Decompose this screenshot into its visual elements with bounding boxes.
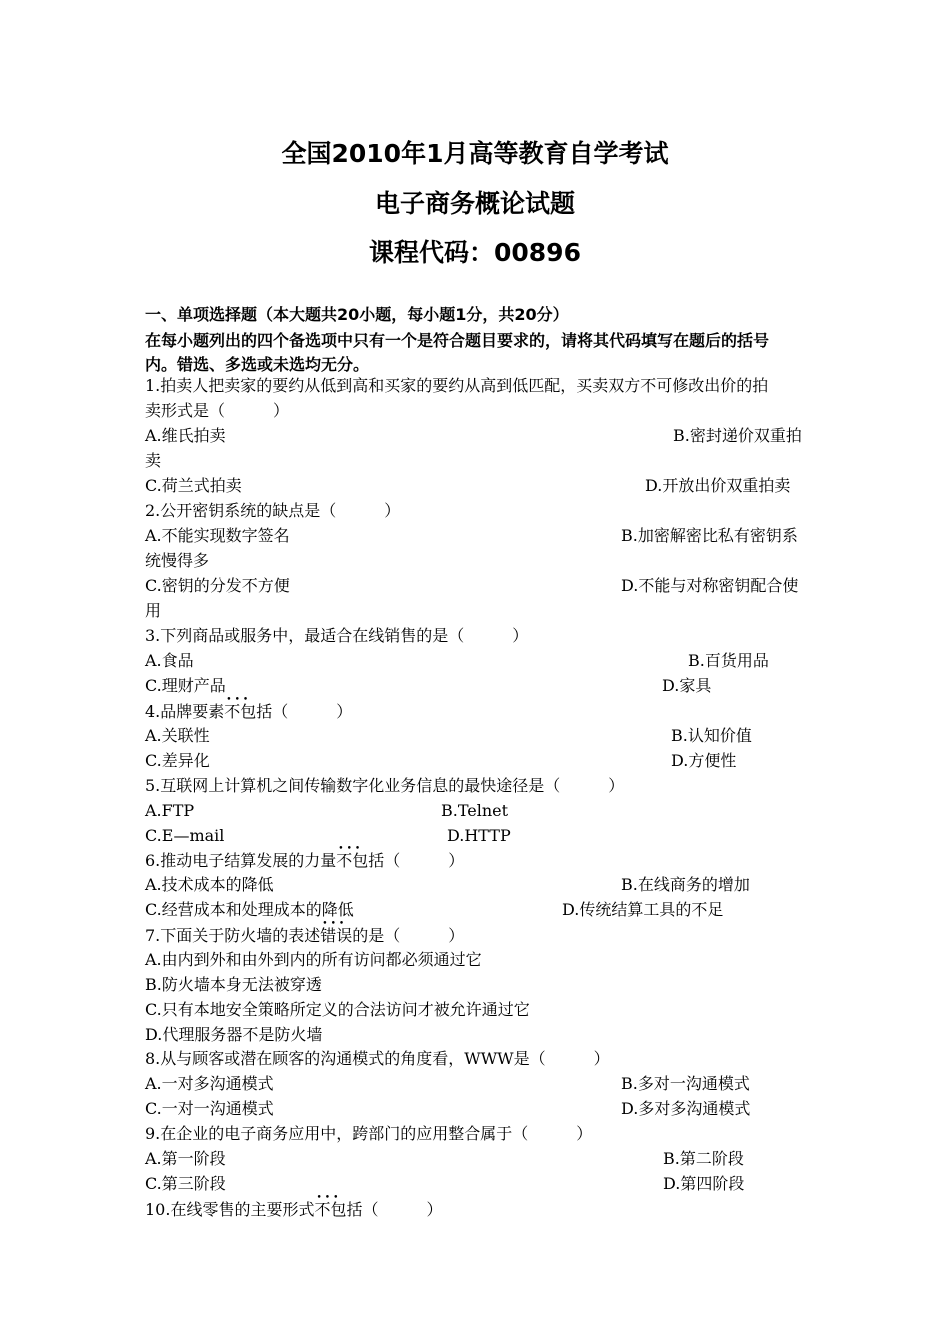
section-instruction-cont: 内。错选、多选或未选均无分。 <box>145 355 370 374</box>
question-5-option-d: D.HTTP <box>447 826 511 845</box>
question-8-option-c: C.一对一沟通模式 <box>145 1099 274 1118</box>
question-7-emphasis: ••• 错误 <box>320 926 352 945</box>
question-9-option-d: D.第四阶段 <box>663 1174 745 1193</box>
question-7-option-b: B.防火墙本身无法被穿透 <box>145 975 322 994</box>
question-5-option-b: B.Telnet <box>441 801 509 820</box>
question-8-option-d: D.多对多沟通模式 <box>621 1099 751 1118</box>
question-6-stem-bracket: （ ） <box>384 851 465 870</box>
question-6-option-b: B.在线商务的增加 <box>621 875 750 894</box>
question-7-stem <box>145 926 464 946</box>
question-1-option-c: C.荷兰式拍卖 <box>145 476 242 495</box>
question-2-stem: 2.公开密钥系统的缺点是（ ） <box>145 501 401 520</box>
question-6-option-a: A.技术成本的降低 <box>145 875 274 894</box>
question-2-option-d-cont: 用 <box>145 601 162 620</box>
question-4-emphasis: ••• 不包括 <box>224 702 272 721</box>
question-10-stem <box>145 1200 442 1220</box>
question-6-option-c: C.经营成本和处理成本的降低 <box>145 900 354 919</box>
question-7-option-c: C.只有本地安全策略所定义的合法访问才被允许通过它 <box>145 1000 530 1019</box>
question-6-stem <box>145 851 464 871</box>
question-8-option-b: B.多对一沟通模式 <box>621 1074 750 1093</box>
question-8-stem: 8.从与顾客或潜在顾客的沟通模式的角度看，WWW是（ ） <box>145 1049 610 1068</box>
question-3-option-a: A.食品 <box>145 651 194 670</box>
question-7-option-a: A.由内到外和由外到内的所有访问都必须通过它 <box>145 950 482 969</box>
question-1-stem-cont: 卖形式是（ ） <box>145 401 290 420</box>
question-5-option-a: A.FTP <box>145 801 195 820</box>
question-10-stem-bracket: （ ） <box>362 1200 443 1219</box>
question-3-option-c: C.理财产品 <box>145 676 226 695</box>
question-1-option-a: A.维氏拍卖 <box>145 426 226 445</box>
question-4-stem-bracket: （ ） <box>272 702 353 721</box>
question-3-option-d: D.家具 <box>662 676 712 695</box>
question-1-option-d: D.开放出价双重拍卖 <box>645 476 791 495</box>
question-5-option-c: C.E—mail <box>145 826 225 845</box>
question-6-option-d: D.传统结算工具的不足 <box>562 900 724 919</box>
exam-title: 全国2010年1月高等教育自学考试 <box>281 139 669 168</box>
question-2-option-c: C.密钥的分发不方便 <box>145 576 290 595</box>
question-10-emphasis: ••• 不包括 <box>314 1200 362 1219</box>
question-7-stem-bracket: 的是（ ） <box>352 926 465 945</box>
question-8-option-a: A.一对多沟通模式 <box>145 1074 274 1093</box>
question-2-option-a: A.不能实现数字签名 <box>145 526 290 545</box>
question-1-option-b-cont: 卖 <box>145 451 162 470</box>
question-6-emphasis: ••• 不包括 <box>336 851 384 870</box>
question-4-option-d: D.方便性 <box>671 751 737 770</box>
question-3-stem: 3.下列商品或服务中，最适合在线销售的是（ ） <box>145 626 529 645</box>
question-5-stem: 5.互联网上计算机之间传输数字化业务信息的最快途径是（ ） <box>145 776 625 795</box>
question-2-option-b: B.加密解密比私有密钥系 <box>621 526 798 545</box>
question-4-stem-text: 4.品牌要素 <box>145 702 225 721</box>
question-6-stem-text: 6.推动电子结算发展的力量 <box>145 851 337 870</box>
course-code: 课程代码：00896 <box>369 238 581 267</box>
question-4-option-b: B.认知价值 <box>671 726 752 745</box>
question-2-option-b-cont: 统慢得多 <box>145 551 210 570</box>
section-heading: 一、单项选择题（本大题共20小题，每小题1分，共20分） <box>145 305 569 324</box>
section-instruction: 在每小题列出的四个备选项中只有一个是符合题目要求的，请将其代码填写在题后的括号 <box>145 331 770 350</box>
question-1-option-b: B.密封递价双重拍 <box>673 426 802 445</box>
subject-title: 电子商务概论试题 <box>374 189 575 218</box>
question-9-stem: 9.在企业的电子商务应用中，跨部门的应用整合属于（ ） <box>145 1124 593 1143</box>
question-1-stem: 1.拍卖人把卖家的要约从低到高和买家的要约从高到低匹配，买卖双方不可修改出价的拍 <box>145 376 769 395</box>
question-10-stem-text: 10.在线零售的主要形式 <box>145 1200 315 1219</box>
question-2-option-d: D.不能与对称密钥配合使 <box>621 576 799 595</box>
question-4-option-a: A.关联性 <box>145 726 210 745</box>
question-3-option-b: B.百货用品 <box>688 651 769 670</box>
question-4-option-c: C.差异化 <box>145 751 210 770</box>
question-7-stem-text: 7.下面关于防火墙的表述 <box>145 926 321 945</box>
question-9-option-c: C.第三阶段 <box>145 1174 226 1193</box>
question-9-option-b: B.第二阶段 <box>663 1149 744 1168</box>
question-4-stem <box>145 702 352 722</box>
question-9-option-a: A.第一阶段 <box>145 1149 226 1168</box>
question-7-option-d: D.代理服务器不是防火墙 <box>145 1025 323 1044</box>
